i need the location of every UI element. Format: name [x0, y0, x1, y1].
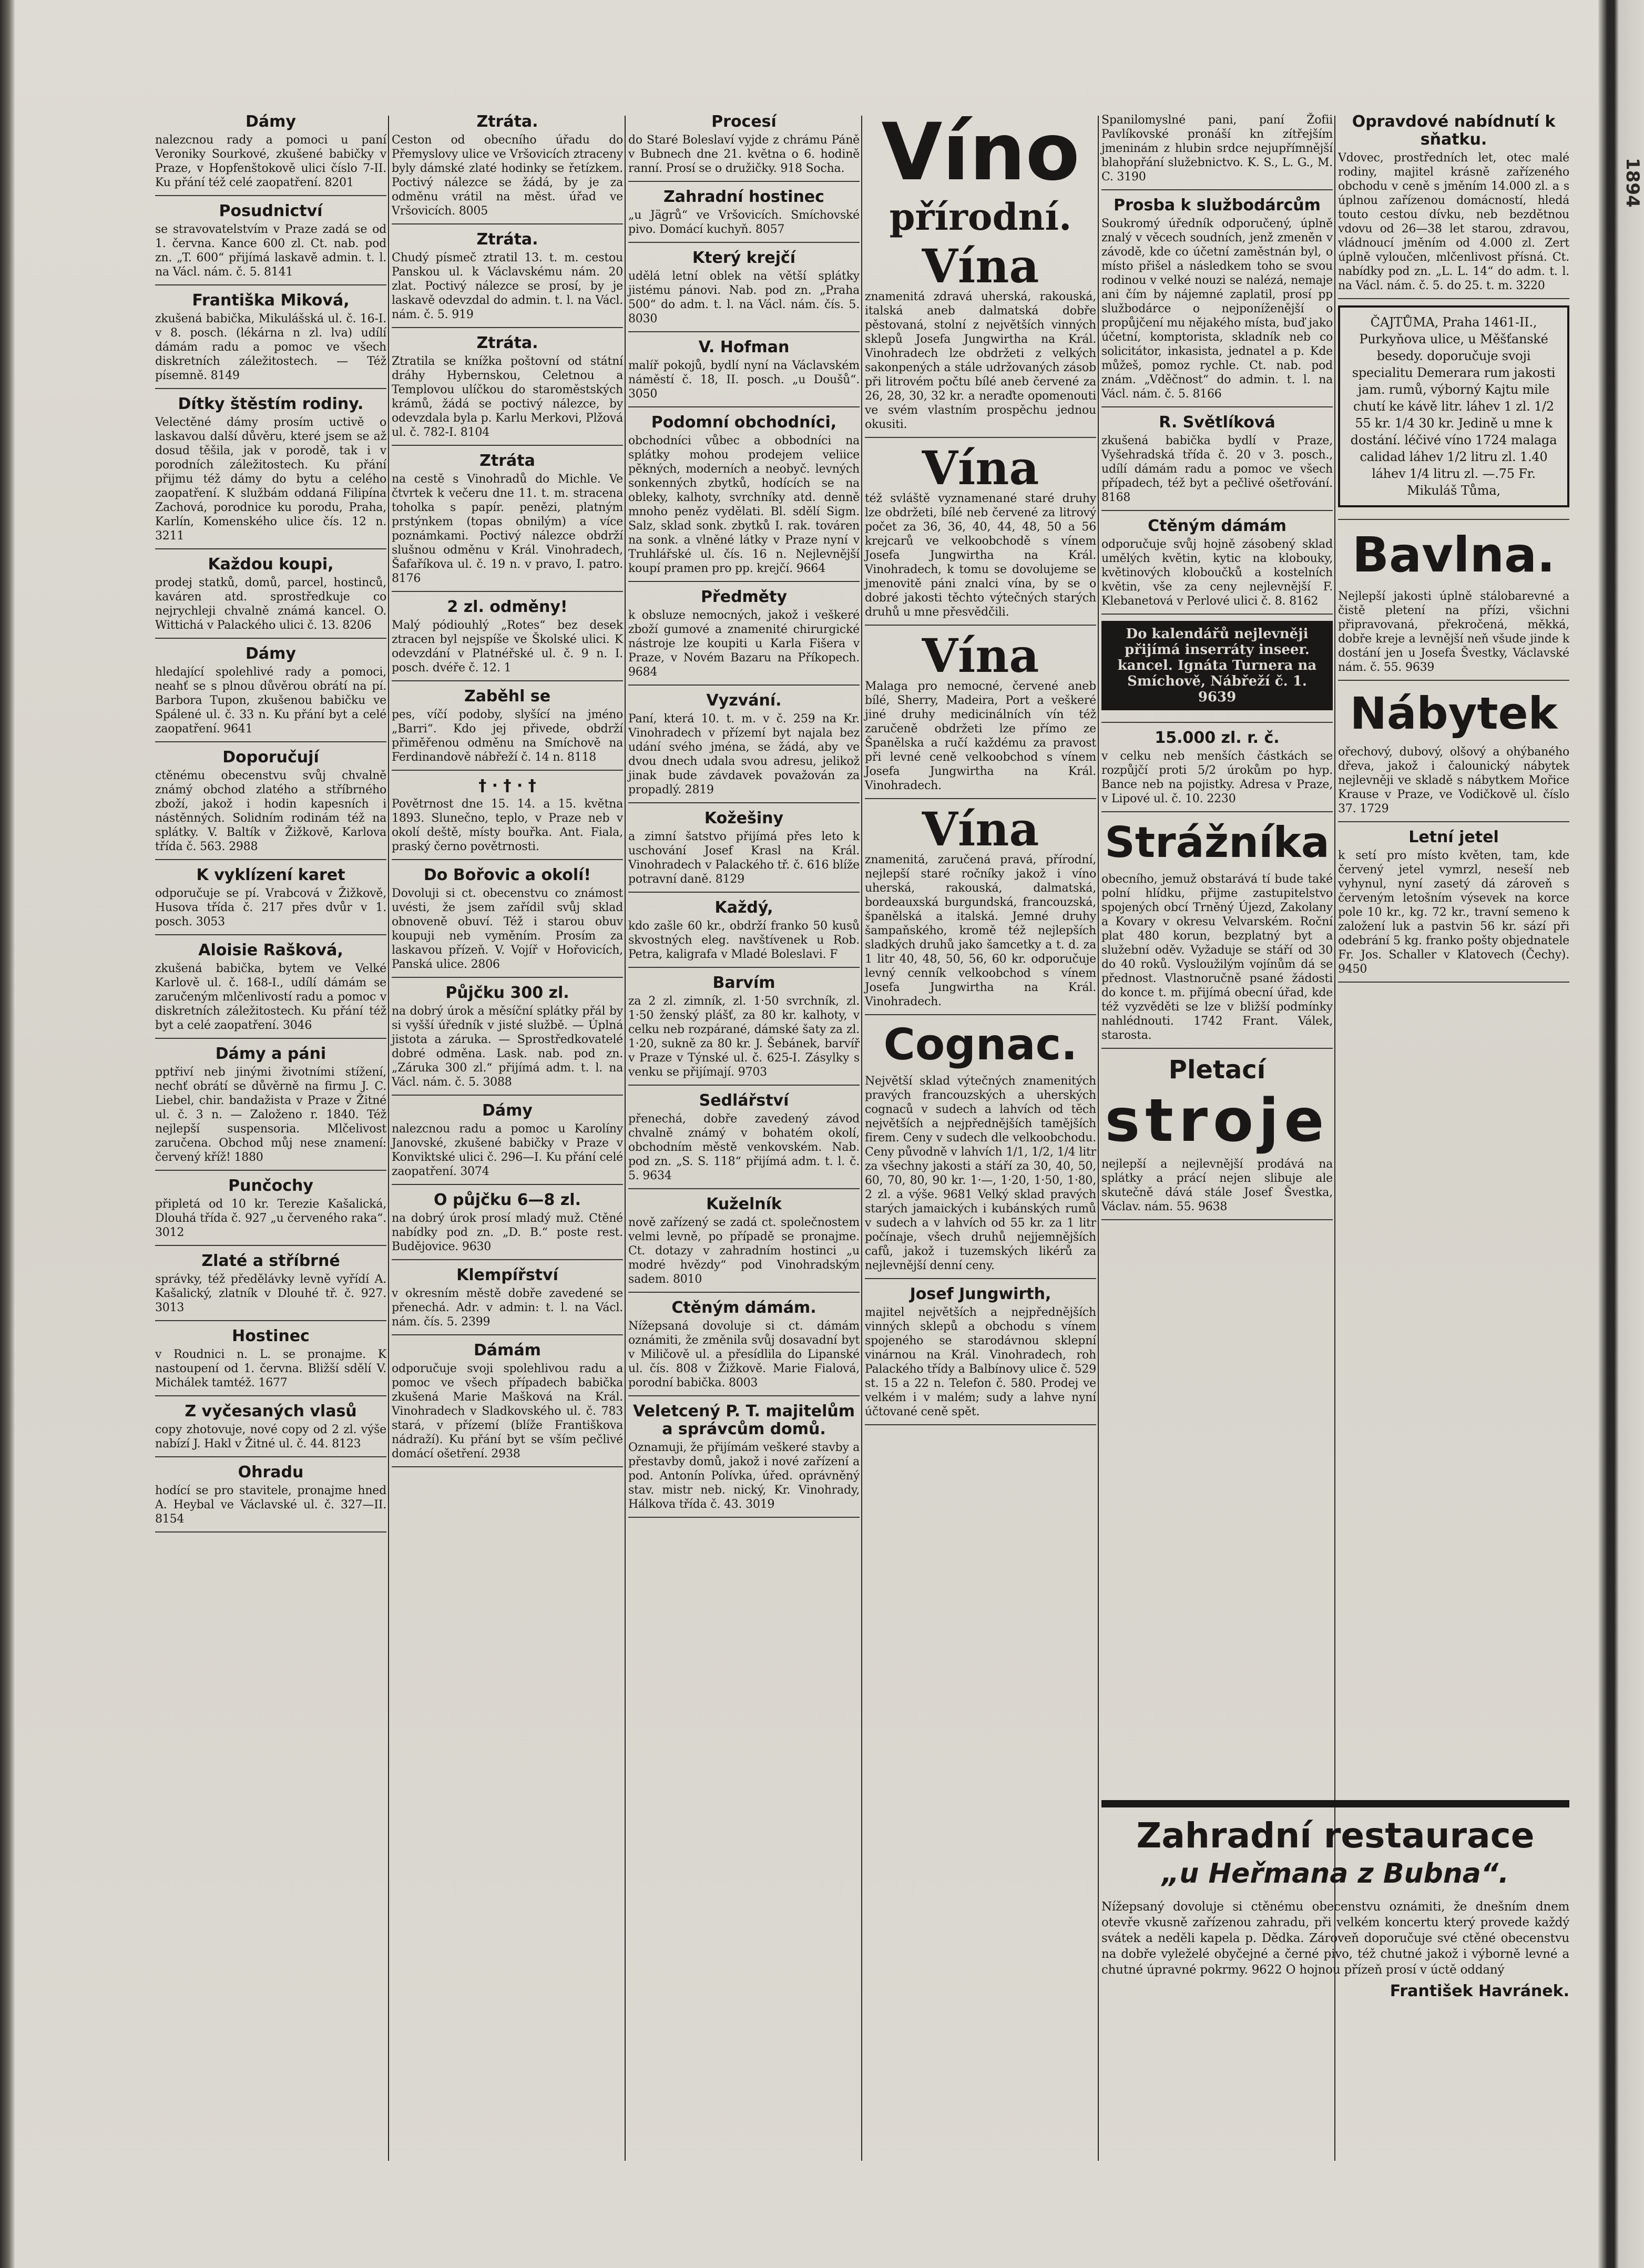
ad-text: Chudý písmeč ztratil 13. t. m. cestou Panskou ul. k Václavskému nám. 20 zlat. Poctivý nálezce se prosí, by je laskavě odevzdal do admin. t. l. na Václ. nám. č. 5. 919: [392, 251, 623, 321]
ad-heading: 2 zl. odměny!: [447, 598, 568, 616]
advertisement: [865, 197, 1096, 242]
advertisement: [628, 1092, 860, 1189]
ad-heading: Podomní obchodníci,: [651, 413, 837, 432]
column-3: [628, 113, 860, 2163]
ad-text: správky, též předělávky levně vyřídí A. Kašalický, zlatník v Dlouhé tř. č. 927. 3013: [155, 1273, 386, 1314]
advertisement: [155, 749, 386, 860]
ad-text: Malaga pro nemocné, červené aneb bílé, Sherry, Madeira, Port a veškeré jiné druhy medicinálních vín též zaručeně obdržeti lze přímo ze Španělska a ručí každému za pravost při levné ceně velkoobchod s vínem Josefa Jungwirtha na Král. Vinohradech.: [865, 680, 1096, 792]
ad-text: nalezcnou radu a pomoc u Karolíny Janovské, zkušené babičky v Praze v Konviktské ulici č. 296—I. Ku přání celé zaopatření. 3074: [392, 1122, 623, 1178]
ad-text: na dobrý úrok prosí mladý muž. Ctěné nabídky pod zn. „D. B.“ poste rest. Budějovice. 9630: [392, 1212, 623, 1253]
column-rule: [1098, 116, 1099, 2161]
ad-text: zkušená babička, Mikulášská ul. č. 16-I. v 8. posch. (lékárna n zl. lva) udílí dámám radu a pomoc ve všech diskretních záležitostech. — Též písemně. 8149: [155, 312, 386, 382]
ad-text: hledající spolehlivé rady a pomoci, neahť se s plnou důvěrou obrátí na pí. Barbora Tupon, zkušenou babičku ve Spálené ul. č. 33 n. Ku přání byt a celé zaopatření. 9641: [155, 666, 386, 735]
column-5: [1101, 113, 1333, 1213]
ad-text: v celku neb menších částkách se rozpůjčí proti 5/2 úrokům po hyp. Bance neb na pojistky. Adresa v Praze, v Lipové ul. č. 10. 2230: [1101, 750, 1333, 805]
ad-heading: Františka Miková,: [192, 291, 350, 310]
advertisement: [155, 556, 386, 639]
ad-heading: K vyklízení karet: [196, 866, 345, 884]
ad-text: Největší sklad výtečných znamenitých pravých francouzských a uherských cognaců v sudech a lahvích od těch největších a nejpřednějších tamějších firem. Ceny v sudech dle velkoobchodu. Ceny původně v lahvích 1/1, 1/2, 1/4 litr za všechny jakosti a stáří za 30, 40, 50, 60, 70, 80, 90 kr. 1·—, 1·20, 1·50, 1·80, 2 zl. a výše. 9681 Velký sklad pravých starých jamaických i kubánských rumů v sudech a v lahvích od 55 kr. za 1 litr počínaje, všech druhů nejjemnějších cafů, jakož i tuzemských likérů za nejlevnější denní ceny.: [865, 1075, 1096, 1272]
ad-heading: Ctěným dámám: [1148, 517, 1286, 535]
ad-heading: V. Hofman: [698, 338, 790, 356]
ad-text: Povětrnost dne 15. 14. a 15. května 1893. Slunečno, teplo, v Praze neb v okolí deště, místy bouřka. Ant. Fiala, praský černo povětrnosti.: [392, 798, 623, 853]
advertisement: [628, 588, 860, 686]
advertisement: [155, 202, 386, 285]
ad-display-heading: přírodní.: [889, 195, 1072, 239]
ad-heading: Ztráta.: [476, 113, 538, 131]
column-2: [392, 113, 623, 2163]
advertisement: [1338, 745, 1569, 822]
ad-display-heading: stroje: [1105, 1087, 1330, 1155]
ad-display-heading: Vína: [922, 628, 1039, 683]
advertisement: [865, 802, 1096, 856]
ad-heading: Dámy: [246, 645, 296, 663]
ad-heading: Ohradu: [238, 1463, 304, 1482]
advertisement: [1101, 1087, 1333, 1157]
advertisement: [392, 866, 623, 978]
ad-heading: Z vyčesaných vlasů: [185, 1402, 357, 1421]
ad-display-heading: Strážníka: [1105, 818, 1330, 867]
ad-text: k setí pro místo květen, tam, kde červený jetel vymrzl, neseší neb vyhynul, nyní zasetý dá zároveň s červeným letošním výsevek na korce pole 10 kr., kg. 72 kr., travní semeno k založení luk a pastvin 56 kr. sází při odebrání 5 kg. franko pošty objednatele Fr. Jos. Schaller v Klatovech (Čechy). 9450: [1338, 849, 1569, 976]
ad-text: Nejlepší jakosti úplně stálobarevné a čistě pletení na přízi, všichni připravovaná, překročená, měkká, dobře kreje a levnější neň všude jinde k dostání jen u Josefa Švestky, Václavské nám. č. 55. 9639: [1338, 590, 1569, 674]
advertisement: [1338, 113, 1569, 299]
advertisement: [155, 645, 386, 742]
ad-heading: Klempířství: [456, 1266, 558, 1284]
advertisement: [1101, 1157, 1333, 1220]
ad-display-heading: Pletací: [1168, 1055, 1266, 1085]
advertisement: [628, 113, 860, 182]
advertisement: [392, 452, 623, 592]
column-rule: [388, 116, 389, 2161]
ad-text: kdo zašle 60 kr., obdrží franko 50 kusů skvostných eleg. navštívenek u Rob. Petra, kaligrafa v Mladé Boleslavi. F: [628, 920, 860, 961]
ad-heading: Půjčku 300 zl.: [445, 984, 569, 1002]
advertisement: [865, 853, 1096, 1015]
ad-heading: Opravdové nabídnutí k sňatku.: [1352, 113, 1556, 149]
ad-text: Paní, která 10. t. m. v č. 259 na Kr. Vinohradech v přízemí byt najala bez udání svého jména, se žádá, aby ve dvou dnech udala svou adresu, jelikož jinak bude závdavek považován za propadlý. 2819: [628, 712, 860, 796]
advertisement: [1101, 621, 1333, 723]
ad-text: copy zhotovuje, nové copy od 2 zl. výše nabízí J. Hakl v Žitné ul. č. 44. 8123: [155, 1423, 386, 1450]
ad-heading: Dámy: [482, 1101, 533, 1120]
advertisement: [155, 1327, 386, 1396]
advertisement: [392, 777, 623, 860]
advertisement: [1101, 729, 1333, 812]
ad-text: odporučuje svůj hojně zásobený sklad umělých květin, kytic na klobouky, květinových kloboučků a kostelních květin, vše za ceny nejlevnější F. Klebanetová v Perlové ulici č. 8. 8162: [1101, 538, 1333, 608]
advertisement: [392, 1266, 623, 1335]
ad-heading: Ctěným dámám.: [671, 1299, 816, 1317]
ad-text: k obsluze nemocných, jakož i veškeré zboží gumové a znamenité chirurgické nástroje lze koupiti u Karla Fišera v Praze, v Novém Bazaru na Příkopech. 9684: [628, 609, 860, 679]
ad-heading: Kuželník: [706, 1195, 782, 1213]
advertisement: [865, 1021, 1096, 1074]
advertisement: [392, 984, 623, 1096]
advertisement: [392, 1191, 623, 1260]
ad-heading: Vyzvání.: [706, 691, 782, 710]
advertisement: [1101, 414, 1333, 511]
ad-text: v Roudnici n. L. se pronajme. K nastoupení od 1. června. Bližší sdělí V. Michálek tamtéž. 1677: [155, 1348, 386, 1390]
restaurant-body: Nížepsaný dovoluje si ctěnému obecenstvu oznámiti, že dnešním dnem otevře vkusně zařízenou zahradu, při velkém koncertu který provede každý svátek a neděli kapela p. Dědka. Zároveň doporučuje své ctěné obecenstvu na dobře vyleželé obyčejné a černé pivo, též chutné jakož i výborně levné a chutné úpravné pokrmy. 9622 O hojnou přízeň prosí v úctě oddaný: [1101, 1900, 1569, 1977]
ad-display-heading: Nábytek: [1350, 688, 1558, 739]
ad-text: zkušená babička bydlí v Praze, Vyšehradská třída č. 20 v 3. posch., udílí dámám radu a pomoc ve všech případech, též byt a pečlivé ošetřování. 8168: [1101, 434, 1333, 504]
ad-text: přenechá, dobře zavedený závod chvalně známý v bohatém okolí, obchodním městě venkovském. Nab. pod zn. „S. S. 118“ přijímá adm. t. l. č. 5. 9634: [628, 1112, 860, 1182]
ad-heading: Dámy: [246, 113, 296, 131]
page-edge-right: [1598, 0, 1644, 2268]
advertisement: [628, 249, 860, 332]
ad-heading: Barvím: [712, 974, 775, 992]
ad-text: též svláště vyznamenané staré druhy lze obdržeti, bílé neb červené za litrový počet za 36, 36, 40, 44, 48, 50 a 56 krejcarů ve velkoobchodě s vínem Josefa Jungwirtha na Král. Vinohradech, k tomu se dovolujeme se jmenovitě páni znalci vína, by se o dobré jakosti těchto výtečných starých druhů u mne přesvědčili.: [865, 492, 1096, 619]
ad-text: nejlepší a nejlevnější prodává na splátky a prácí nejen slibuje ale skutečně dává stále Josef Švestka, Václav. nám. 55. 9638: [1101, 1158, 1333, 1213]
ad-heading: Předměty: [700, 588, 788, 606]
ad-display-heading: Cognac.: [883, 1020, 1078, 1070]
ad-heading: Sedlářství: [699, 1091, 789, 1110]
advertisement: [155, 1252, 386, 1321]
advertisement: [1338, 305, 1569, 520]
ad-text: v okresním městě dobře zavedené se přenechá. Adr. v admin: t. l. na Václ. nám. čís. 5. 2399: [392, 1287, 623, 1329]
ad-text: ctěnému obecenstvu svůj chvalně známý obchod zlatého a stříbrného zboží, jakož i hodin kapesních i nástěnných. Solidním rodinám též na splátky. V. Baltík v Žižkově, Karlova třída č. 563. 2988: [155, 769, 386, 853]
ad-heading: Který krejčí: [692, 249, 796, 267]
ad-text: se stravovatelstvím v Praze zadá se od 1. června. Kance 600 zl. Ct. nab. pod zn. „T. 600“ přijímá laskavě admin. t. l. na Václ. nám. č. 5. 8141: [155, 223, 386, 279]
ad-text: znamenitá, zaručená pravá, přírodní, nejlepší staré ročníky jakož i víno uherská, rakouská, dalmatská, bordeauxská burgundská, francouzská, španělská a italská. Jemné druhy šampaňského, kromě též nejlepších sladkých druhů jako šamcetky a t. d. za 1 litr 40, 48, 50, 56, 60 kr. odporučuje levný cenník velkoobchod s vínem Josefa Jungwirtha na Král. Vinohradech.: [865, 853, 1096, 1008]
advertisement: [628, 810, 860, 893]
advertisement: [155, 1177, 386, 1246]
restaurant-ad: [1101, 1793, 1569, 2134]
ad-heading: Každou koupi,: [208, 555, 334, 574]
ad-text: Oznamuji, že přijímám veškeré stavby a přestavby domů, jakož i nové zařízení a pod. Antonín Polívka, úřed. oprávněný stav. mistr neb. nický, Kr. Vinohrady, Hálkova třída č. 43. 3019: [628, 1441, 860, 1511]
ad-heading: Zlaté a stříbrné: [201, 1252, 340, 1270]
ad-text: „u Jägrů“ ve Vršovicích. Smíchovské pivo. Domácí kuchyň. 8057: [628, 209, 860, 236]
ad-heading: Josef Jungwirth,: [910, 1285, 1051, 1303]
advertisement: [1101, 819, 1333, 872]
ad-heading: Zaběhl se: [464, 687, 551, 706]
advertisement: [1338, 687, 1569, 745]
advertisement: [628, 414, 860, 582]
ad-text: na cestě s Vinohradů do Michle. Ve čtvrtek k večeru dne 11. t. m. stracena toholka s papír. penězi, platným prstýnkem (topas obnilým) a více poznámkami. Poctivý nálezce obdrží slušnou odměnu v Král. Vinohradech, Šafaříkova ul. č. 19 n. v pravo, I. patro. 8176: [392, 473, 623, 585]
ad-display-heading: Vína: [922, 802, 1039, 856]
ad-text: malíř pokojů, bydlí nyní na Václavském náměstí č. 18, II. posch. „u Doušů“. 3050: [628, 359, 860, 401]
ad-text: zkušená babička, bytem ve Velké Karlově ul. č. 168-I., udílí dámám se zaručeným mlčenlivostí radu a pomoc v diskretních záležitostech. Ku přání též byt a celé zaopatření. 3046: [155, 962, 386, 1032]
advertisement: [392, 334, 623, 446]
ad-text: odporučuje se pí. Vrabcová v Žižkově, Husova třída č. 217 přes dvůr v 1. posch. 3053: [155, 887, 386, 928]
advertisement: [628, 692, 860, 803]
ad-text: obchodníci vůbec a obbodníci na splátky mohou prodejem veliice pěkných, moderních a neobyč. levných sonkenných zbytků, hodících se na obleky, kalhoty, svrchníky atd. denně mnoho peněz vydělati. Bl. sdělí Sigm. Salz, sklad sonk. zbytků I. rak. továren na sonk. a vlněné látky v Praze nyní v Truhlářské ul. čís. 16 n. Nejlevnější koupí pramen pro pp. krejčí. 9664: [628, 434, 860, 575]
ad-heading: Do Bořovic a okolí!: [423, 866, 591, 884]
advertisement: [865, 441, 1096, 495]
advertisement: [865, 1074, 1096, 1279]
ad-heading: Letní jetel: [1408, 828, 1499, 846]
ad-text: Spanilomyslné pani, paní Žofii Pavlíkovské pronáší kn zítřejším jmeninám z hlubin srdce nejupřímnější blahopřání služebnictvo. K. S., L. G., M. C. 3190: [1101, 114, 1333, 183]
ad-heading: Kožešiny: [704, 809, 784, 827]
ad-display-heading: Víno: [881, 107, 1080, 198]
ad-text: Ztratila se knížka poštovní od státní dráhy Hybernskou, Celetnou a Templovou ulíčkou do staroměstských krámů, žádá se poctivý nálezce, by odevzdala byla p. Karlu Merkovi, Plžová ul. č. 782-I. 8104: [392, 355, 623, 439]
advertisement: [865, 628, 1096, 683]
edge-text: 1894: [1622, 158, 1643, 208]
ad-heading: Dámy a páni: [215, 1045, 326, 1063]
ad-display-heading: Bavlna.: [1352, 527, 1556, 583]
ad-heading: Ztráta: [479, 452, 535, 470]
restaurant-sign: František Havránek.: [1390, 1982, 1569, 2000]
column-rule: [625, 116, 626, 2161]
heavy-rule: [1101, 1800, 1569, 1807]
ad-heading: Doporučují: [222, 748, 319, 767]
ad-text: Ceston od obecního úřadu do Přemyslovy ulice ve Vršovicích ztraceny byly dámské zlaté hodinky se řetízkem. Poctivý nálezce se žádá, by je za odměnu vrátil na měst. úřad ve Vršovicích. 8005: [392, 134, 623, 218]
advertisement: [155, 1045, 386, 1171]
ad-text: obecního, jemuž obstarává tí bude také polní hlídku, přijme zastupitelstvo spojených obcí Trněný Újezd, Zakolany a Kovary v okresu Velvarském. Roční plat 480 korun, bezplatný byt a služební oděv. Vyžaduje se stáří od 30 do 40 roků. Vysloužilým vojínům dá se přednost. Vlastnoručně psané žádosti do konce t. m. přijímá obecní úřad, kde též vyzvěděti se lze v bližší podmínky nahlédnouti. 1742 Frant. Válek, starosta.: [1101, 873, 1333, 1042]
ad-text: Malý pódiouhlý „Rotes“ bez desek ztracen byl nejspíše ve Školské ulici. K odevzdání v Platnéřské ul. č. 9 n. I. posch. dvéře č. 12. 1: [392, 619, 623, 675]
advertisement: [628, 974, 860, 1086]
advertisement: [155, 1464, 386, 1533]
ad-heading: Dámám: [474, 1341, 541, 1360]
ad-text: znamenitá zdravá uherská, rakouská, italská aneb dalmatská dobře pěstovaná, stolní z největších vinných sklepů Josefa Jungwirtha na Král. Vinohradech lze obdržeti z velkých sakonpených a stále udržovaných zásob při litrovém počtu bílé aneb červené za 26, 28, 30, 32 kr. a neraďte opomenouti ve svém vlastním prospěchu jednou okusiti.: [865, 290, 1096, 431]
advertisement: [155, 292, 386, 389]
advertisement: [865, 492, 1096, 626]
advertisement: [865, 239, 1096, 293]
ad-text: hodící se pro stavitele, pronajme hned A. Heybal ve Václavské ul. č. 327—II. 8154: [155, 1484, 386, 1526]
ad-heading: Dítky štěstím rodiny.: [178, 395, 364, 413]
ad-text: Vdovec, prostředních let, otec malé rodiny, majitel krásně zařízeného obchodu v ceně s jměním 14.000 zl. a s úplnou zařízenou domácností, hledá touto cestou dívku, neb bezdětnou vdovu od 26—38 let starou, zdravou, vládnoucí jměním od 4.000 zl. Zert úplně vyloučen, mlčenlivost přísná. Ct. nabídky pod zn. „L. L. 14“ do adm. t. l. na Václ. nám. č. 5. do 25. t. m. 3220: [1338, 151, 1569, 292]
ad-text: odporučuje svoji spolehlivou radu a pomoc ve všech případech babička zkušená Marie Mašková na Král. Vinohradech v Sladkovského ul. č. 783 stará, v přízemí (blíže Františkova nádraží). Ku přání byt se vším pečlivé domácí ošetření. 2938: [392, 1362, 623, 1460]
ad-text: Soukromý úředník odporučený, úplně znalý v věcech soudních, jenž zmeněn v závodě, kde co účetní zaměstnán byl, o místo přišel a následkem toho se svou rodinou v velké nouzi se nalézá, nemaje ani čím by nájemné zaplatil, prosí pp službodárce o nejponíženější o propůjčení mu nějakého místa, buď jako účetní, komptorista, skladník neb co solicitátor, inkasista, jednatel a p. Kde můžeš, pomoz rychle. Ct. nab. pod znám. „Vděčnost“ do admin. t. l. na Václ. nám. č. 5. 8166: [1101, 217, 1333, 401]
ad-heading: O půjčku 6—8 zl.: [434, 1191, 581, 1209]
advertisement: [392, 231, 623, 328]
page-edge-left: [0, 0, 15, 2268]
advertisement: [1338, 829, 1569, 983]
advertisement: [1101, 197, 1333, 407]
advertisement: [1101, 872, 1333, 1049]
ad-heading: Veletcený P. T. majitelům a správcům domů.: [632, 1402, 855, 1438]
ad-text: majitel největších a nejpřednějších vinných sklepů a obchodu s vínem spojeného se starodávnou sklepní vinárnou na Král. Vinohradech, roh Palackého třídy a Balbínovy ulice č. 529 st. 15 a 22 n. Telefon č. 580. Prodej ve velkém i v malém; sudy a lahve nyní účtované ceně spět.: [865, 1306, 1096, 1418]
restaurant-title: Zahradní restaurace: [1136, 1815, 1535, 1856]
advertisement: [155, 113, 386, 196]
advertisement: [155, 395, 386, 549]
ad-display-heading: Vína: [922, 441, 1039, 495]
ad-text: do Staré Boleslaví vyjde z chrámu Páně v Bubnech dne 21. května o 6. hodině ranní. Prosí se o družičky. 918 Socha.: [628, 134, 860, 175]
ad-heading: R. Světlíková: [1159, 413, 1275, 432]
ad-heading: Každý,: [714, 898, 773, 917]
advertisement: [628, 1196, 860, 1293]
ad-heading: Hostinec: [232, 1327, 310, 1345]
advertisement: [628, 188, 860, 243]
column-4: [865, 107, 1096, 2163]
advertisement: [1338, 589, 1569, 681]
advertisement: [1338, 526, 1569, 589]
ad-text: za 2 zl. zimník, zl. 1·50 svrchník, zl. 1·50 ženský plášť, za 80 kr. kalhoty, v celku neb rozpárané, dámské šaty za zl. 1·20, sukně za 80 kr. J. Šebánek, barvíř v Praze v Týnské ul. č. 625-I. Zásylky s venku se přijímají. 9703: [628, 995, 860, 1079]
column-1: [155, 113, 386, 2163]
ad-heading: 15.000 zl. r. č.: [1155, 729, 1280, 747]
advertisement: [392, 598, 623, 681]
column-rule: [861, 116, 862, 2161]
ad-text: pes, víčí podoby, slyšící na jméno „Barri“. Kdo jej přivede, obdrží přiměřenou odměnu na Smíchově na Ferdinandově nábřeží č. 14 n. 8118: [392, 708, 623, 764]
ad-heading: Ztráta.: [476, 230, 538, 249]
ad-display-heading: Vína: [922, 239, 1039, 293]
advertisement: [1101, 1055, 1333, 1090]
ad-inverted-box: Do kalendářů nejlevněji přijímá inserráty inseer. kancel. Ignáta Turnera na Smíchově, Nábřeží č. 1. 9639: [1101, 621, 1333, 710]
advertisement: [865, 107, 1096, 198]
ad-heading: † · † · †: [478, 777, 536, 795]
advertisement: [155, 1403, 386, 1457]
advertisement: [865, 1285, 1096, 1425]
ad-text: Velectěné dámy prosím uctivě o laskavou další důvěru, které jsem se až dosud těšila, jak v porodě, tak i v porodních záležitostech. Ku přání přijmu též dámy do bytu a celého zaopatření. K službám oddaná Filipína Zachová, porodnice ku porodu, Praha, Karlín, Komenského ulice čís. 12 n. 3211: [155, 416, 386, 543]
ad-text: nově zařízený se zadá ct. společnostem velmi levně, po případě se pronajme. Ct. dotazy v zahradním hostinci „u modré hvězdy“ pod Vinohradským sadem. 8010: [628, 1216, 860, 1286]
advertisement: [155, 942, 386, 1039]
advertisement: [628, 339, 860, 407]
advertisement: [155, 866, 386, 935]
ad-text: udělá letní oblek na větší splátky jistému pánovi. Nab. pod zn. „Praha 500“ do adm. t. l. na Václ. nám. čís. 5. 8030: [628, 270, 860, 325]
advertisement: [392, 1102, 623, 1185]
ad-heading: Procesí: [711, 113, 777, 131]
ad-text: ořechový, dubový, olšový a ohýbaného dřeva, jakož i čalounický nábytek nejlevněji ve skladě s nábytkem Mořice Krause v Praze, ve Vodičkově ul. číslo 37. 1729: [1338, 745, 1569, 815]
advertisement: [1101, 113, 1333, 190]
advertisement: [392, 113, 623, 224]
ad-boxed: ČAJTŮMA, Praha 1461-II., Purkyňova ulice, u Měšťanské besedy. doporučuje svoji specialitu Demerara rum jakosti jam. rumů, výborný Kajtu mile chutí ke kávě litr. láhev 1 zl. 1/2 55 kr. 1/4 30 kr. Jedině u mne k dostání. léčivé víno 1724 malaga calidad láhev 1/2 litru zl. 1.40 láhev 1/4 litru zl. —.75 Fr. Mikuláš Tůma,: [1338, 305, 1569, 507]
advertisement: [865, 679, 1096, 799]
ad-text: Nížepsaná dovoluje si ct. dámám oznámiti, že změnila svůj dosavadní byt v Miličově ul. a přesídlila do Lipanské ul. čís. 808 v Žižkově. Marie Fialová, porodní babička. 8003: [628, 1320, 860, 1390]
ad-heading: Posudnictví: [219, 202, 323, 220]
advertisement: [628, 1403, 860, 1518]
ad-text: pptřiví neb jinými životními stížení, nechť obrátí se důvěrně na firmu J. C. Liebel, chir. bandažista v Praze v Žitné ul. č. 3 n. — Založeno r. 1840. Též nejlepší suspensoria. Mlčelivost zaručena. Obchod můj nese znamení: červený kříž! 1880: [155, 1066, 386, 1164]
ad-text: Dovoluji si ct. obecenstvu co známost uvésti, že jsem zařídil svůj sklad obnoveně obuví. Též i starou obuv koupuji neb vyměním. Prosím za laskavou přízeň. V. Vojíř v Hořovicích, Panská ulice. 2806: [392, 887, 623, 971]
ad-heading: Ztráta.: [476, 334, 538, 352]
restaurant-subtitle: „u Heřmana z Bubna“.: [1161, 1858, 1509, 1889]
advertisement: [392, 688, 623, 771]
ad-text: a zimní šatstvo přijímá přes leto k uschování Josef Krasl na Král. Vinohradech v Palackého tř. č. 616 blíže potravní daně. 8129: [628, 830, 860, 886]
ad-text: nalezcnou rady a pomoci u paní Veroniky Sourkové, zkušené babičky v Praze, v Hopfenštokově ulici číslo 7-II. Ku přání též celé zaopatření. 8201: [155, 134, 386, 189]
advertisement: [628, 899, 860, 968]
advertisement: [392, 1342, 623, 1467]
advertisement: [1101, 517, 1333, 615]
advertisement: [628, 1299, 860, 1396]
advertisement: [865, 290, 1096, 438]
ad-heading: Aloisie Rašková,: [198, 941, 343, 959]
ad-heading: Zahradní hostinec: [663, 188, 824, 206]
ad-text: na dobrý úrok a měsíční splátky přál by si vyšší úředník v jisté službě. — Úplná jistota a záruka. — Sprostředkovatelé dobré odměna. Lask. nab. pod zn. „Záruka 300 zl.“ přijímá adm. t. l. na Václ. nám. č. 5. 3088: [392, 1005, 623, 1089]
ad-heading: Punčochy: [228, 1177, 313, 1195]
ad-heading: Prosba k službodárcům: [1114, 196, 1321, 214]
ad-text: prodej statků, domů, parcel, hostinců, kaváren atd. sprostředkuje co nejrychleji chvalně známá kancel. O. Wittichá v Palackého ulici č. 13. 8206: [155, 576, 386, 632]
ad-text: připletá od 10 kr. Terezie Kašalická, Dlouhá třída č. 927 „u červeného raka“. 3012: [155, 1198, 386, 1239]
